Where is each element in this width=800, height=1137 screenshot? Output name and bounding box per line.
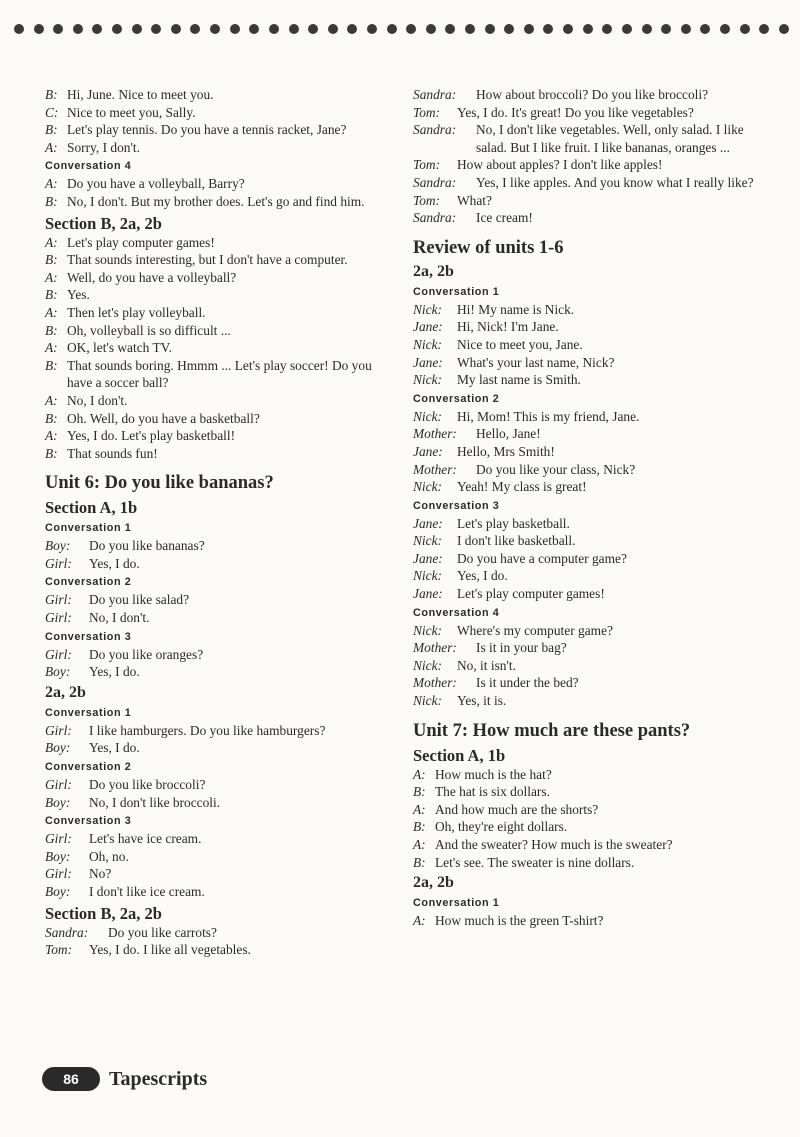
dialogue-text: My last name is Smith. bbox=[457, 372, 581, 388]
dialogue-line bbox=[413, 766, 758, 784]
left-column bbox=[45, 86, 390, 959]
page-footer bbox=[42, 1067, 207, 1091]
dialogue-line bbox=[413, 192, 758, 210]
speaker-label: A: bbox=[413, 837, 426, 852]
speaker-label: Girl: bbox=[45, 777, 72, 793]
speaker-label: Girl: bbox=[45, 866, 72, 882]
speaker-label: Nick: bbox=[413, 533, 442, 549]
unit-heading: Unit 7: How much are these pants? bbox=[413, 720, 691, 741]
dialogue-text: Is it under the bed? bbox=[476, 675, 579, 691]
dialogue-line bbox=[413, 639, 758, 657]
dialogue-text: Yes, it is. bbox=[457, 693, 507, 709]
dialogue-text: No, I don't. But my brother does. Let's go and find him. bbox=[67, 193, 365, 209]
dialogue-text: How about broccoli? Do you like broccoli? bbox=[476, 87, 709, 102]
dialogue-text: Yeah! My class is great! bbox=[457, 479, 587, 495]
speaker-label: B: bbox=[413, 819, 426, 835]
subsection-heading: 2a, 2b bbox=[45, 683, 86, 701]
border-dot bbox=[171, 24, 181, 34]
dialogue-text: Yes, I do. I like all vegetables. bbox=[89, 942, 251, 958]
dialogue-line bbox=[45, 537, 390, 555]
dialogue-line bbox=[45, 924, 390, 942]
dialogue-text: What's your last name, Nick? bbox=[457, 354, 615, 370]
border-dot bbox=[308, 24, 318, 34]
conversation-label: Conversation 1 bbox=[45, 706, 132, 719]
speaker-label: Girl: bbox=[45, 722, 72, 738]
border-dot bbox=[132, 24, 142, 34]
dialogue-text: Hi, June. Nice to meet you. bbox=[67, 87, 214, 102]
speaker-label: Sandra: bbox=[45, 924, 89, 940]
border-dot bbox=[367, 24, 377, 34]
conversation-label: Conversation 1 bbox=[413, 897, 500, 910]
speaker-label: Boy: bbox=[45, 884, 71, 899]
dialogue-text: Yes, I do. bbox=[89, 740, 140, 756]
speaker-label: Nick: bbox=[413, 622, 442, 638]
dialogue-text: Let's play tennis. Do you have a tennis racket, Jane? bbox=[67, 122, 347, 138]
dialogue-line bbox=[413, 657, 758, 675]
speaker-label: Nick: bbox=[413, 657, 442, 673]
speaker-label: A: bbox=[413, 766, 426, 782]
border-dot bbox=[779, 24, 789, 34]
speaker-label: Mother: bbox=[413, 640, 457, 656]
speaker-label: B: bbox=[45, 322, 58, 338]
border-dot bbox=[426, 24, 436, 34]
dialogue-text: That sounds interesting, but I don't have a computer. bbox=[67, 252, 348, 268]
dialogue-text: No, it isn't. bbox=[457, 657, 516, 673]
dialogue-line bbox=[413, 371, 758, 389]
dialogue-line bbox=[413, 692, 758, 710]
right-column bbox=[413, 86, 758, 930]
dialogue-line bbox=[413, 121, 758, 156]
speaker-label: Jane: bbox=[413, 319, 443, 335]
dialogue-line bbox=[45, 445, 390, 463]
speaker-label: Mother: bbox=[413, 426, 457, 442]
speaker-label: A: bbox=[45, 269, 58, 285]
dialogue-line bbox=[413, 567, 758, 585]
dialogue-text: Oh, volleyball is so difficult ... bbox=[67, 322, 231, 338]
speaker-label: Girl: bbox=[45, 646, 72, 662]
dialogue-text: Yes, I do. bbox=[89, 555, 140, 571]
border-dot bbox=[73, 24, 83, 34]
page-number-badge: 86 bbox=[42, 1067, 100, 1091]
dialogue-text: Yes, I do. It's great! Do you like vegetables? bbox=[457, 104, 694, 120]
subsection-heading: 2a, 2b bbox=[413, 874, 454, 892]
border-dot bbox=[347, 24, 357, 34]
border-dot bbox=[720, 24, 730, 34]
dialogue-text: Ice cream! bbox=[476, 210, 533, 226]
speaker-label: Girl: bbox=[45, 592, 72, 608]
speaker-label: Girl: bbox=[45, 610, 72, 626]
speaker-label: Tom: bbox=[413, 157, 441, 173]
dialogue-text: Do you have a computer game? bbox=[457, 550, 627, 566]
border-dot bbox=[112, 24, 122, 34]
dialogue-text: Let's play computer games! bbox=[67, 234, 215, 250]
dialogue-text: Hello, Jane! bbox=[476, 426, 541, 442]
border-dot bbox=[681, 24, 691, 34]
speaker-label: Tom: bbox=[413, 104, 441, 120]
dialogue-line bbox=[45, 286, 390, 304]
dialogue-text: Hello, Mrs Smith! bbox=[457, 443, 555, 459]
dialogue-text: OK, let's watch TV. bbox=[67, 340, 172, 356]
dialogue-line bbox=[45, 865, 390, 883]
dialogue-line bbox=[413, 478, 758, 496]
dialogue-line bbox=[45, 883, 390, 901]
dialogue-text: Let's play basketball. bbox=[457, 515, 570, 531]
speaker-label: Girl: bbox=[45, 555, 72, 571]
dialogue-line bbox=[45, 339, 390, 357]
speaker-label: A: bbox=[45, 139, 58, 155]
speaker-label: B: bbox=[45, 122, 58, 138]
dialogue-text: How much is the green T-shirt? bbox=[435, 913, 604, 929]
dialogue-line bbox=[413, 550, 758, 568]
conversation-label: Conversation 4 bbox=[413, 606, 500, 619]
dialogue-text: How much is the hat? bbox=[435, 766, 552, 782]
dialogue-line bbox=[45, 776, 390, 794]
border-dot bbox=[504, 24, 514, 34]
speaker-label: Girl: bbox=[45, 831, 72, 847]
dialogue-text: Hi, Mom! This is my friend, Jane. bbox=[457, 408, 640, 424]
dialogue-line bbox=[413, 336, 758, 354]
dialogue-text: The hat is six dollars. bbox=[435, 784, 550, 800]
dialogue-line bbox=[45, 269, 390, 287]
border-dot bbox=[289, 24, 299, 34]
dialogue-text: No, I don't. bbox=[67, 392, 128, 408]
speaker-label: Mother: bbox=[413, 675, 457, 691]
dialogue-text: And how much are the shorts? bbox=[435, 801, 599, 817]
dialogue-line bbox=[45, 86, 390, 104]
dialogue-line bbox=[413, 585, 758, 603]
dialogue-line bbox=[45, 722, 390, 740]
speaker-label: Nick: bbox=[413, 693, 442, 709]
dialogue-line bbox=[413, 854, 758, 872]
conversation-label: Conversation 2 bbox=[45, 761, 132, 774]
dialogue-text: No, I don't like broccoli. bbox=[89, 794, 221, 810]
speaker-label: A: bbox=[45, 234, 58, 250]
speaker-label: Boy: bbox=[45, 740, 71, 756]
dialogue-line bbox=[45, 104, 390, 122]
speaker-label: A: bbox=[413, 913, 426, 929]
dialogue-line bbox=[45, 139, 390, 157]
speaker-label: B: bbox=[413, 854, 426, 870]
dialogue-text: Yes, I do. Let's play basketball! bbox=[67, 428, 236, 444]
dialogue-text: And the sweater? How much is the sweater? bbox=[435, 837, 673, 852]
speaker-label: Nick: bbox=[413, 568, 442, 584]
dialogue-line bbox=[45, 357, 390, 392]
border-dot bbox=[210, 24, 220, 34]
border-dot bbox=[328, 24, 338, 34]
dialogue-line bbox=[413, 425, 758, 443]
border-dot bbox=[249, 24, 259, 34]
speaker-label: Nick: bbox=[413, 479, 442, 495]
border-dot bbox=[34, 24, 44, 34]
dialogue-line bbox=[45, 251, 390, 269]
border-dot bbox=[406, 24, 416, 34]
border-dot bbox=[740, 24, 750, 34]
dialogue-text: Do you like bananas? bbox=[89, 538, 205, 554]
dialogue-line bbox=[45, 609, 390, 627]
dialogue-line bbox=[45, 663, 390, 681]
speaker-label: Nick: bbox=[413, 372, 442, 388]
dialogue-text: Hi! My name is Nick. bbox=[457, 301, 575, 317]
dialogue-line bbox=[413, 301, 758, 319]
dialogue-line bbox=[45, 794, 390, 812]
subsection-heading: 2a, 2b bbox=[413, 262, 454, 280]
speaker-label: Jane: bbox=[413, 354, 443, 370]
border-dot bbox=[642, 24, 652, 34]
border-dot bbox=[700, 24, 710, 34]
dialogue-line bbox=[45, 848, 390, 866]
dialogue-line bbox=[45, 410, 390, 428]
speaker-label: Boy: bbox=[45, 664, 71, 680]
dialogue-text: Is it in your bag? bbox=[476, 640, 567, 656]
dialogue-text: I don't like ice cream. bbox=[89, 884, 205, 899]
speaker-label: Sandra: bbox=[413, 210, 457, 226]
border-dot bbox=[387, 24, 397, 34]
dialogue-line bbox=[413, 408, 758, 426]
dialogue-line bbox=[413, 461, 758, 479]
dialogue-text: Oh, they're eight dollars. bbox=[435, 819, 568, 835]
dialogue-line bbox=[45, 193, 390, 211]
speaker-label: Sandra: bbox=[413, 174, 457, 190]
conversation-label: Conversation 3 bbox=[413, 499, 500, 512]
dialogue-text: That sounds fun! bbox=[67, 445, 158, 461]
border-dot bbox=[14, 24, 24, 34]
speaker-label: Jane: bbox=[413, 443, 443, 459]
speaker-label: A: bbox=[45, 392, 58, 408]
dialogue-text: I don't like basketball. bbox=[457, 533, 576, 549]
conversation-label: Conversation 1 bbox=[413, 285, 500, 298]
dialogue-text: Do you like broccoli? bbox=[89, 777, 206, 793]
dialogue-line bbox=[45, 591, 390, 609]
border-dot bbox=[524, 24, 534, 34]
dialogue-text: Oh, no. bbox=[89, 848, 129, 864]
dialogue-line bbox=[413, 209, 758, 227]
section-heading: Section A, 1b bbox=[413, 745, 506, 765]
dialogue-text: Yes, I do. bbox=[457, 568, 508, 584]
speaker-label: B: bbox=[45, 410, 58, 426]
dialogue-line bbox=[45, 941, 390, 959]
speaker-label: Nick: bbox=[413, 301, 442, 317]
speaker-label: B: bbox=[45, 445, 58, 461]
dialogue-text: How about apples? I don't like apples! bbox=[457, 157, 663, 173]
border-dot bbox=[92, 24, 102, 34]
dialogue-text: I like hamburgers. Do you like hamburgers? bbox=[89, 722, 326, 738]
speaker-label: Boy: bbox=[45, 538, 71, 554]
dialogue-line bbox=[45, 646, 390, 664]
speaker-label: Tom: bbox=[45, 942, 73, 958]
dialogue-text: Let's play computer games! bbox=[457, 586, 605, 602]
dialogue-text: Let's have ice cream. bbox=[89, 831, 202, 847]
border-dot bbox=[563, 24, 573, 34]
speaker-label: Mother: bbox=[413, 461, 457, 477]
dialogue-line bbox=[45, 555, 390, 573]
dialogue-line bbox=[413, 156, 758, 174]
section-heading: Section A, 1b bbox=[45, 498, 138, 518]
border-dot bbox=[445, 24, 455, 34]
dialogue-line bbox=[45, 739, 390, 757]
speaker-label: Nick: bbox=[413, 408, 442, 424]
conversation-label: Conversation 1 bbox=[45, 522, 132, 535]
unit-heading: Unit 6: Do you like bananas? bbox=[45, 473, 274, 494]
dialogue-text: Well, do you have a volleyball? bbox=[67, 269, 237, 285]
dialogue-line bbox=[413, 622, 758, 640]
speaker-label: B: bbox=[45, 87, 58, 102]
dialogue-text: Sorry, I don't. bbox=[67, 139, 140, 155]
speaker-label: A: bbox=[45, 304, 58, 320]
border-dot bbox=[759, 24, 769, 34]
border-dot bbox=[622, 24, 632, 34]
dialogue-line bbox=[45, 322, 390, 340]
border-dot bbox=[602, 24, 612, 34]
speaker-label: B: bbox=[45, 357, 58, 373]
conversation-label: Conversation 3 bbox=[45, 815, 132, 828]
speaker-label: C: bbox=[45, 104, 59, 120]
dialogue-line bbox=[45, 830, 390, 848]
conversation-label: Conversation 3 bbox=[45, 630, 132, 643]
dialogue-line bbox=[413, 674, 758, 692]
dialogue-line bbox=[45, 121, 390, 139]
dialogue-line bbox=[413, 354, 758, 372]
dialogue-line bbox=[45, 304, 390, 322]
border-dot bbox=[269, 24, 279, 34]
dialogue-line bbox=[413, 515, 758, 533]
dialogue-line bbox=[45, 392, 390, 410]
border-dot bbox=[151, 24, 161, 34]
dialogue-line bbox=[45, 175, 390, 193]
dialogue-line bbox=[413, 532, 758, 550]
speaker-label: A: bbox=[45, 428, 58, 444]
dialogue-text: Oh. Well, do you have a basketball? bbox=[67, 410, 260, 426]
footer-title: Tapescripts bbox=[109, 1067, 208, 1090]
dialogue-line bbox=[413, 86, 758, 104]
dialogue-text: Do you like salad? bbox=[89, 592, 190, 608]
dialogue-text: Nice to meet you, Sally. bbox=[67, 104, 196, 120]
dialogue-text: Do you have a volleyball, Barry? bbox=[67, 176, 245, 192]
dialogue-text: No, I don't like vegetables. Well, only salad. I like salad. But I like fruit. I like bananas, oranges ... bbox=[476, 122, 744, 155]
dialogue-text: Nice to meet you, Jane. bbox=[457, 336, 583, 352]
dialogue-line bbox=[413, 174, 758, 192]
dialogue-line bbox=[413, 836, 758, 854]
conversation-label: Conversation 2 bbox=[413, 392, 500, 405]
border-dot bbox=[230, 24, 240, 34]
dialogue-text: Yes, I do. bbox=[89, 664, 140, 680]
speaker-label: Nick: bbox=[413, 336, 442, 352]
dialogue-text: Do you like oranges? bbox=[89, 646, 204, 662]
border-dot bbox=[190, 24, 200, 34]
dialogue-text: Yes, I like apples. And you know what I really like? bbox=[476, 174, 754, 190]
speaker-label: Sandra: bbox=[413, 87, 457, 102]
dialogue-line bbox=[413, 818, 758, 836]
dialogue-line bbox=[413, 443, 758, 461]
conversation-label: Conversation 4 bbox=[45, 160, 132, 173]
dialogue-line bbox=[413, 783, 758, 801]
conversation-label: Conversation 2 bbox=[45, 576, 132, 589]
border-dot bbox=[661, 24, 671, 34]
border-dot bbox=[465, 24, 475, 34]
unit-heading: Review of units 1-6 bbox=[413, 237, 564, 258]
border-dot bbox=[53, 24, 63, 34]
dialogue-text: Where's my computer game? bbox=[457, 622, 613, 638]
section-heading: Section B, 2a, 2b bbox=[45, 903, 162, 923]
dialogue-line bbox=[413, 912, 758, 930]
speaker-label: Boy: bbox=[45, 848, 71, 864]
border-dot bbox=[583, 24, 593, 34]
speaker-label: A: bbox=[413, 801, 426, 817]
dialogue-line bbox=[45, 427, 390, 445]
dialogue-text: Hi, Nick! I'm Jane. bbox=[457, 319, 559, 335]
speaker-label: Jane: bbox=[413, 586, 443, 602]
speaker-label: B: bbox=[45, 193, 58, 209]
dialogue-text: Yes. bbox=[67, 287, 90, 303]
speaker-label: B: bbox=[45, 252, 58, 268]
dialogue-text: Do you like carrots? bbox=[108, 924, 217, 940]
dialogue-text: No, I don't. bbox=[89, 610, 150, 626]
top-dot-border bbox=[14, 22, 789, 36]
dialogue-text: That sounds boring. Hmmm ... Let's play soccer! Do you have a soccer ball? bbox=[67, 357, 372, 391]
dialogue-text: No? bbox=[89, 866, 112, 882]
speaker-label: Jane: bbox=[413, 515, 443, 531]
dialogue-text: Then let's play volleyball. bbox=[67, 304, 206, 320]
speaker-label: Jane: bbox=[413, 550, 443, 566]
speaker-label: B: bbox=[45, 287, 58, 303]
speaker-label: Boy: bbox=[45, 794, 71, 810]
border-dot bbox=[543, 24, 553, 34]
section-heading: Section B, 2a, 2b bbox=[45, 213, 162, 233]
speaker-label: A: bbox=[45, 340, 58, 356]
dialogue-line bbox=[413, 318, 758, 336]
dialogue-text: What? bbox=[457, 192, 492, 208]
dialogue-line bbox=[413, 104, 758, 122]
dialogue-line bbox=[413, 801, 758, 819]
dialogue-text: Let's see. The sweater is nine dollars. bbox=[435, 854, 635, 870]
speaker-label: A: bbox=[45, 176, 58, 192]
dialogue-text: Do you like your class, Nick? bbox=[476, 461, 636, 477]
dialogue-line bbox=[45, 234, 390, 252]
speaker-label: Sandra: bbox=[413, 122, 457, 138]
speaker-label: Tom: bbox=[413, 192, 441, 208]
speaker-label: B: bbox=[413, 784, 426, 800]
border-dot bbox=[485, 24, 495, 34]
